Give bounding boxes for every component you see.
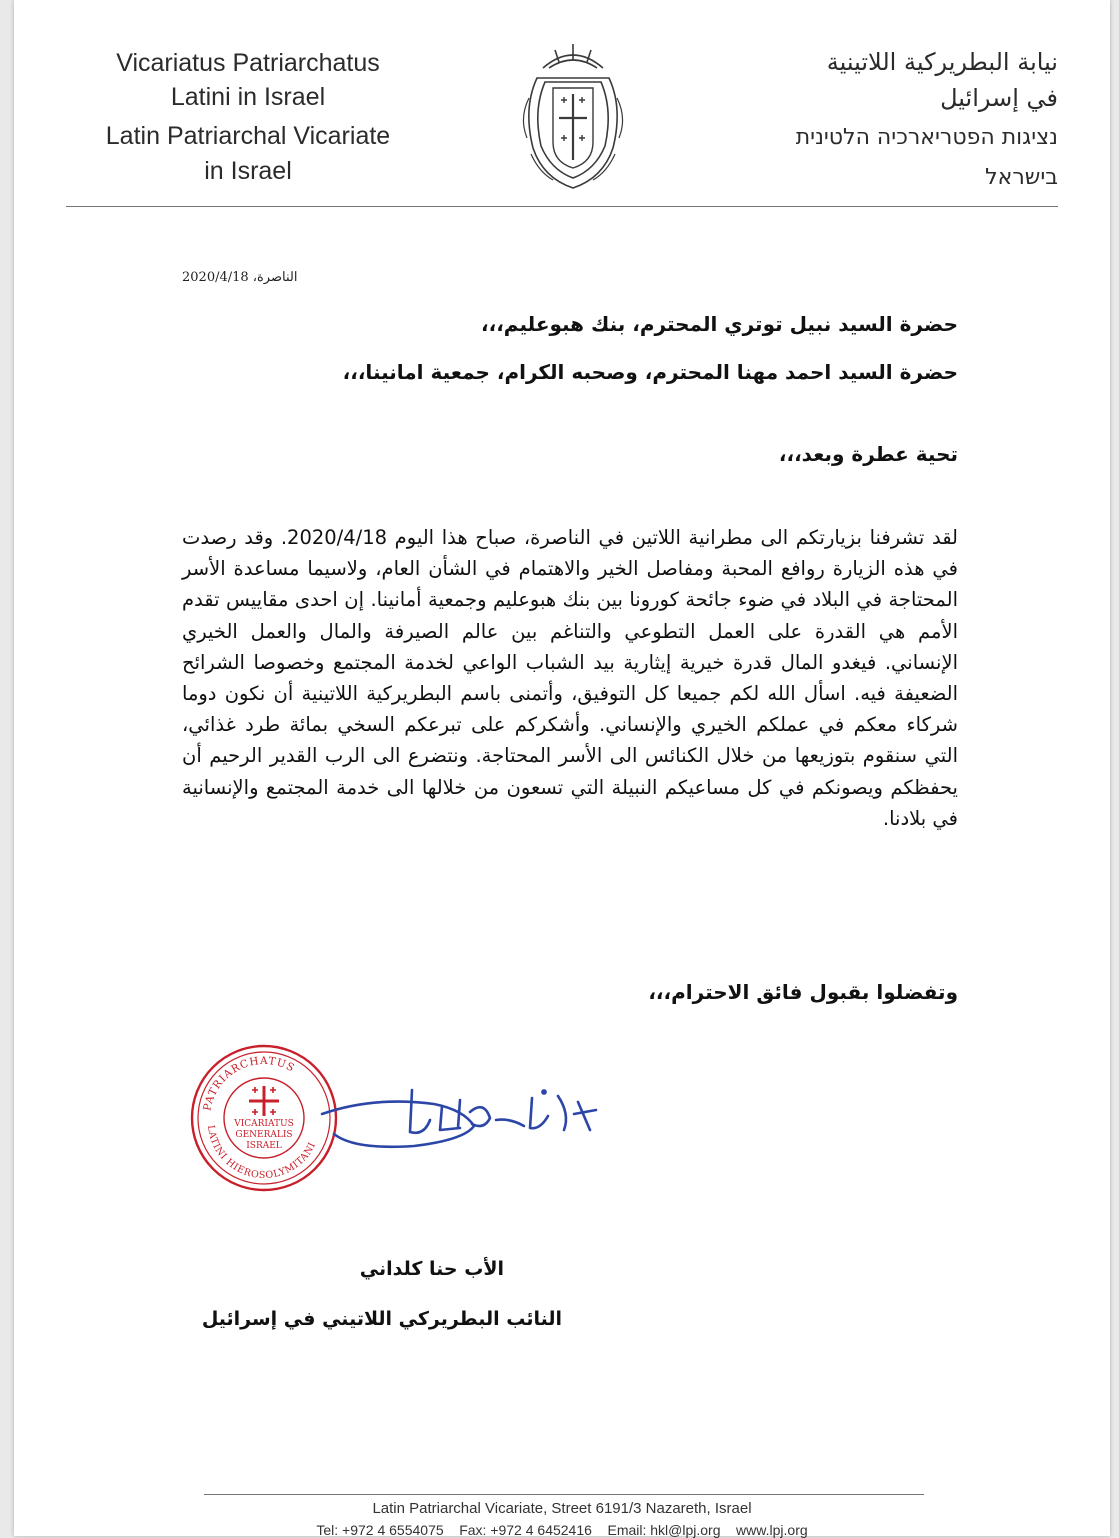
letterhead-latin-line1: Vicariatus Patriarchatus bbox=[116, 49, 380, 77]
handwritten-signature bbox=[314, 1070, 624, 1180]
greeting: تحية عطرة وبعد،،، bbox=[778, 442, 958, 466]
stamp-text-top: PATRIARCHATUS bbox=[201, 1054, 297, 1112]
stamp-text-center-1: VICARIATUS bbox=[234, 1119, 294, 1129]
letterhead-english-line2: in Israel bbox=[204, 157, 292, 185]
letter-body: لقد تشرفنا بزيارتكم الى مطرانية اللاتين في الناصرة، صباح هذا اليوم 2020/4/18. وقد رصدت في هذه الزيارة روافع المحبة ومفاصل الخير والاهتمام في الشأن العام، ولاسيما مساعدة الأسر المحتاجة في البلاد في ضوء جائحة كورونا بين بنك هبوعليم وجمعية أمانينا. إن احدى مقاييس تقدم الأمم هي القدرة على العمل التطوعي والتناغم بين عالم الصيرفة والمال والعمل الخيري الإنساني. فيغدو المال قدرة خيرية إيثارية بيد الشباب الواعي لخدمة المجتمع وخصوصا الشرائح الضعيفة فيه. اسأل الله لكم جميعا كل التوفيق، وأتمنى باسم البطريركية اللاتينية أن نكون دوما شركاء معكم في عملكم الخيري والإنساني. وأشكركم على تبرعكم السخي بمائة طرد غذائي، التي سنقوم بتوزيعها من خلال الكنائس الى الأسر المحتاجة. ونتضرع الى الرب القدير الرحيم أن يحفظكم ويصونكم في كل مساعيكم النبيلة التي تسعون من خلالها الى خدمة المجتمع والإنسانية في بلادنا. bbox=[182, 526, 959, 830]
header-divider bbox=[66, 206, 1058, 207]
recipient-1: حضرة السيد نبيل توتري المحترم، بنك هبوعليم،،، bbox=[481, 312, 958, 336]
letter-date: الناصرة، 2020/4/18 bbox=[182, 270, 298, 285]
stamp-text-center-2: GENERALIS bbox=[235, 1130, 293, 1140]
letter-page bbox=[14, 0, 1110, 1536]
letterhead-arabic-line2: في إسرائيل bbox=[940, 84, 1058, 112]
footer-address: Latin Patriarchal Vicariate, Street 6191/3 Nazareth, Israel bbox=[372, 1500, 752, 1517]
footer-contact: Tel: +972 4 6554075 Fax: +972 4 6452416 Email: hkl@lpj.org www.lpj.org bbox=[316, 1522, 808, 1538]
stamp-text-center-3: ISRAEL bbox=[246, 1141, 282, 1151]
letterhead-right bbox=[728, 44, 1058, 196]
letterhead-latin-line2: Latini in Israel bbox=[170, 83, 326, 111]
letterhead-arabic-line1: نيابة البطريركية اللاتينية bbox=[826, 48, 1058, 76]
coat-of-arms-icon bbox=[519, 38, 627, 193]
letterhead-left bbox=[78, 46, 418, 188]
letterhead-english-line1: Latin Patriarchal Vicariate bbox=[105, 122, 391, 150]
jerusalem-cross-icon bbox=[249, 1086, 279, 1116]
stamp-text-bottom: LATINI HIEROSOLYMITANI bbox=[205, 1124, 319, 1182]
footer-divider bbox=[204, 1494, 924, 1495]
letterhead-hebrew-line2: בישראל bbox=[985, 165, 1058, 190]
closing-line: وتفضلوا بقبول فائق الاحترام،،، bbox=[648, 980, 958, 1004]
letterhead-hebrew-line1: נציגות הפטריארכיה הלטינית bbox=[795, 125, 1058, 150]
signer-title: النائب البطريركي اللاتيني في إسرائيل bbox=[201, 1308, 562, 1330]
recipient-2: حضرة السيد احمد مهنا المحترم، وصحبه الكرام، جمعية امانينا،،، bbox=[342, 360, 958, 384]
signer-name: الأب حنا كلداني bbox=[359, 1258, 504, 1280]
